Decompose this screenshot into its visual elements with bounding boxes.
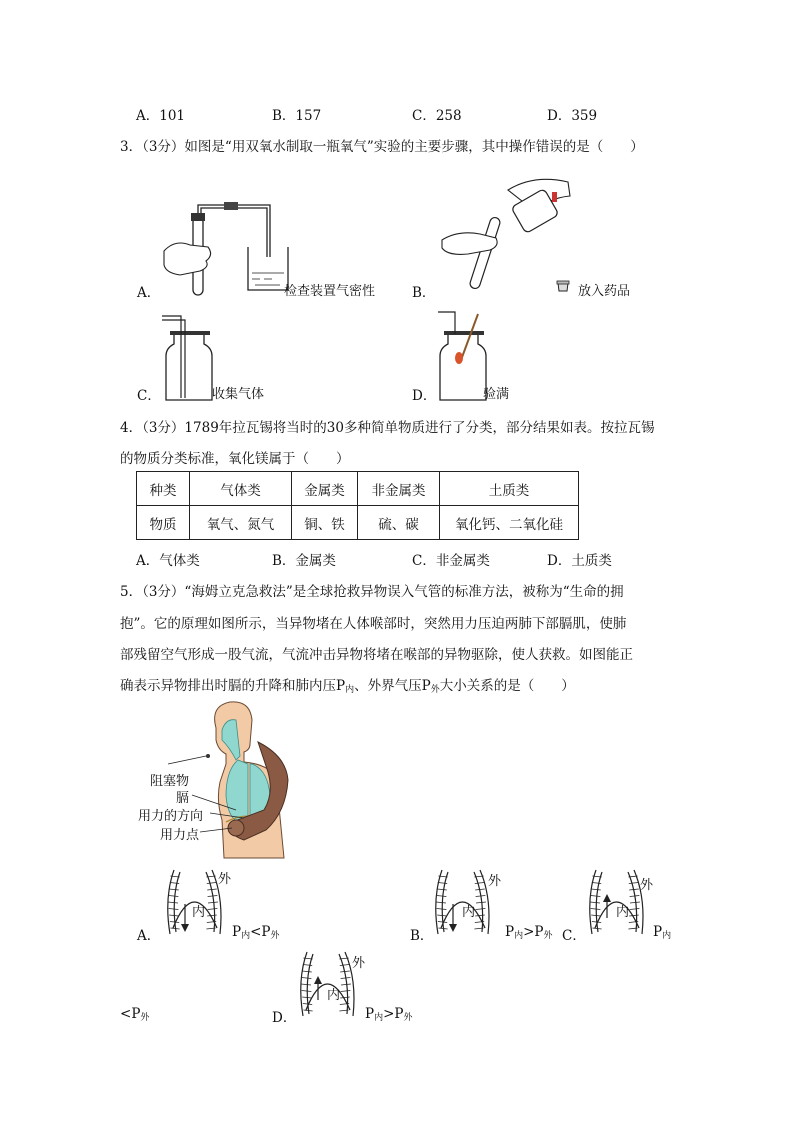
table-cell: 非金属类 xyxy=(358,472,440,506)
label-force-point: 用力点 xyxy=(160,828,200,843)
diagram-c-out: 外 xyxy=(640,878,654,893)
q4-option-c: C．非金属类 xyxy=(412,553,490,569)
q3-d-letter: D． xyxy=(412,388,437,404)
q3-c-caption: 收集气体 xyxy=(212,387,265,402)
q3-a-letter: A． xyxy=(137,285,161,301)
table-cell: 氧化钙、二氧化硅 xyxy=(440,506,579,540)
table-cell: 硫、碳 xyxy=(358,506,440,540)
q2-option-d: D．359 xyxy=(547,108,598,124)
q3-b-letter: B． xyxy=(412,285,436,301)
q5-option-d-letter: D． xyxy=(272,1010,297,1026)
q5-option-a-relation: $P_内<P_外$ xyxy=(232,924,280,941)
label-force-direction: 用力的方向 xyxy=(138,809,204,824)
label-blockage: 阻塞物 xyxy=(150,774,190,789)
table-cell: 物质 xyxy=(137,506,190,540)
q3-b-caption: 放入药品 xyxy=(578,284,631,299)
q3-c-letter: C． xyxy=(137,388,161,404)
q5-stem-line4: 确表示异物排出时膈的升降和肺内压$P_内$、外界气压$P_外$大小关系的是（ ） xyxy=(120,678,575,695)
q3-a-caption: 检查装置气密性 xyxy=(284,284,376,299)
diagram-d-out: 外 xyxy=(352,956,366,971)
q3-stem: 3．（3分）如图是“用双氧水制取一瓶氧气”实验的主要步骤，其中操作错误的是（ ） xyxy=(120,139,644,155)
diagram-d-in: 内 xyxy=(327,988,341,1003)
q5-stem-line3: 部残留空气形成一股气流，气流冲击异物将堵在喉部的异物驱除，使人获救。如图能正 xyxy=(120,647,633,663)
q5-stem-line1: 5．（3分）“海姆立克急救法”是全球抢救异物误入气管的标准方法，被称为“生命的拥 xyxy=(120,584,624,600)
q4-option-d: D．土质类 xyxy=(547,553,612,569)
diagram-a-in: 内 xyxy=(192,905,206,920)
diagram-b-out: 外 xyxy=(488,874,502,889)
q5-option-b-letter: B． xyxy=(410,928,434,944)
q3-d-caption: 验满 xyxy=(483,387,510,402)
label-diaphragm: 膈 xyxy=(176,791,190,806)
table-cell: 铜、铁 xyxy=(292,506,358,540)
q4-option-a: A．气体类 xyxy=(136,553,200,569)
q4-option-b: B．金属类 xyxy=(272,553,336,569)
q5-option-a-letter: A． xyxy=(137,928,161,944)
q2-option-a: A．101 xyxy=(136,108,186,124)
q4-stem-line1: 4．（3分）1789年拉瓦锡将当时的30多种简单物质进行了分类，部分结果如表。按拉瓦锡 xyxy=(120,420,655,436)
q2-option-c: C．258 xyxy=(412,108,462,124)
q5-option-b-relation: $P_内>P_外$ xyxy=(505,924,553,941)
table-cell: 气体类 xyxy=(190,472,292,506)
q5-option-d-relation: $P_内>P_外$ xyxy=(365,1006,413,1023)
q5-option-c-relation-part2: $<P_外$ xyxy=(120,1006,150,1023)
table-cell: 氧气、氮气 xyxy=(190,506,292,540)
diagram-a-out: 外 xyxy=(218,872,232,887)
q5-stem-line2: 抱”。它的原理如图所示，当异物堵在人体喉部时，突然用力压迫两肺下部膈肌，使肺 xyxy=(120,616,627,632)
table-cell: 种类 xyxy=(137,472,190,506)
q5-option-c-relation-part1: $P_内$ xyxy=(653,924,672,941)
table-cell: 土质类 xyxy=(440,472,579,506)
diagram-c-in: 内 xyxy=(616,905,630,920)
table-cell: 金属类 xyxy=(292,472,358,506)
q2-option-b: B．157 xyxy=(272,108,322,124)
q5-option-c-letter: C． xyxy=(562,928,586,944)
diagram-b-in: 内 xyxy=(462,905,476,920)
q4-stem-line2: 的物质分类标准，氧化镁属于（ ） xyxy=(120,451,350,467)
